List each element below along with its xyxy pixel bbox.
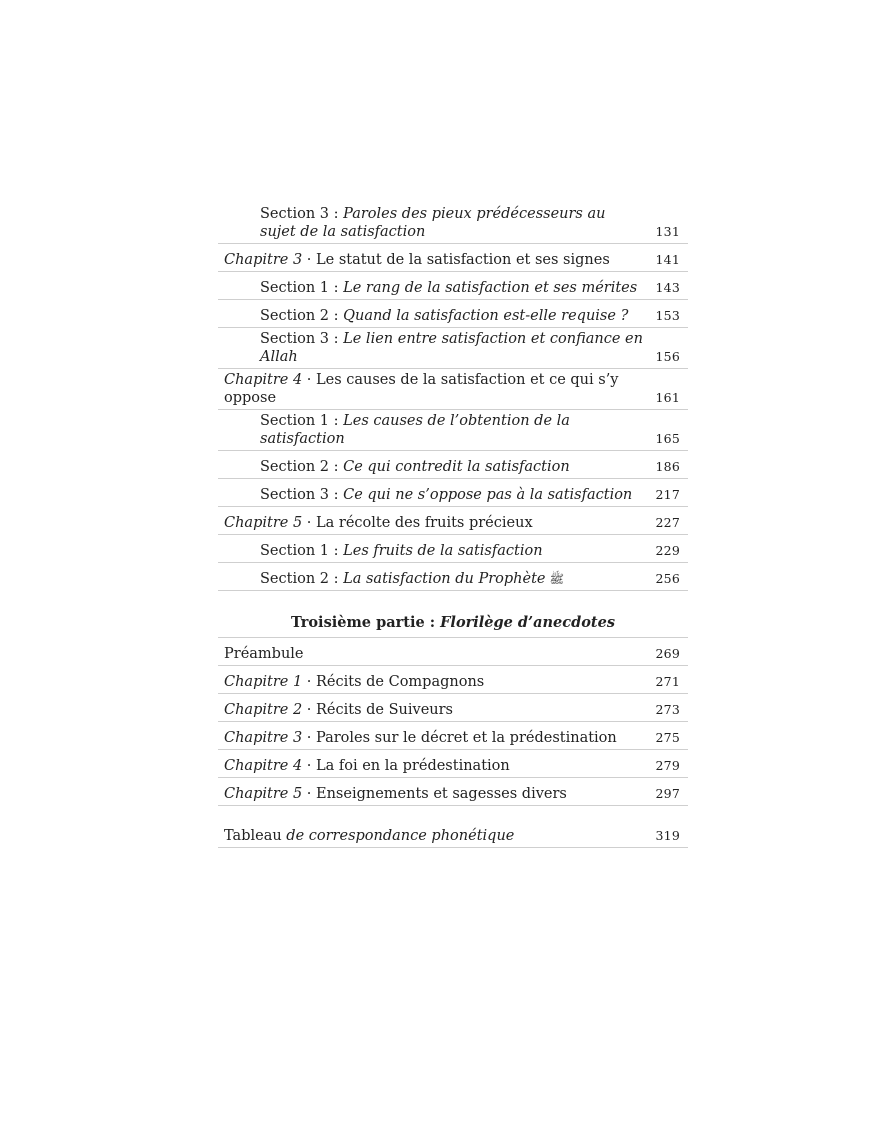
chapter-prefix: Chapitre 4 (224, 372, 303, 388)
part-heading (218, 613, 688, 638)
page-number: 271 (655, 674, 680, 689)
section-title: Paroles des pieux prédécesseurs au sujet de la satisfaction (260, 206, 606, 240)
chapter-title: Enseignements et sagesses divers (316, 786, 567, 802)
section-prefix: Section 3 : (260, 206, 344, 222)
chapter-prefix: Chapitre 3 (224, 730, 303, 746)
toc-row-chapter[interactable] (218, 666, 688, 694)
page-number: 319 (655, 828, 680, 843)
chapter-title: Paroles sur le décret et la prédestination (316, 730, 617, 746)
part-title: Florilège d’anecdotes (440, 614, 615, 631)
toc-part3-list (218, 638, 688, 806)
section-prefix: Section 1 : (260, 543, 344, 559)
page-number: 153 (655, 308, 680, 323)
section-title: Le lien entre satisfaction et confiance en Allah (260, 331, 643, 365)
section-prefix: Section 1 : (260, 413, 344, 429)
toc-row-section[interactable] (218, 200, 688, 244)
toc-row-section[interactable] (218, 563, 688, 591)
toc-row-chapter[interactable] (218, 369, 688, 410)
chapter-title: Récits de Suiveurs (316, 702, 453, 718)
part-label: Troisième partie : (291, 614, 441, 631)
page-number: 131 (655, 224, 680, 239)
section-title: La satisfaction du Prophète (343, 571, 546, 587)
page-number: 273 (655, 702, 680, 717)
toc-row-chapter[interactable] (218, 722, 688, 750)
chapter-separator: · (302, 758, 316, 774)
chapter-separator: · (302, 372, 316, 388)
entry-title: Préambule (224, 646, 304, 662)
section-title: Ce qui contredit la satisfaction (343, 459, 570, 475)
toc-row-chapter[interactable] (218, 507, 688, 535)
page-number: 297 (655, 786, 680, 801)
toc-row-section[interactable] (218, 328, 688, 369)
chapter-prefix: Chapitre 5 (224, 515, 303, 531)
chapter-separator: · (302, 252, 316, 268)
page-number: 141 (655, 252, 680, 267)
chapter-title: Les causes de la satisfaction et ce qui s’y oppose (224, 372, 619, 406)
page-number: 269 (655, 646, 680, 661)
page-number: 279 (655, 758, 680, 773)
toc-row-section[interactable] (218, 535, 688, 563)
page-number: 217 (655, 487, 680, 502)
toc-row-plain[interactable] (218, 638, 688, 666)
toc-row-chapter[interactable] (218, 694, 688, 722)
toc-row-section[interactable] (218, 272, 688, 300)
toc-row-appendix[interactable] (218, 820, 688, 848)
section-prefix: Section 3 : (260, 487, 344, 503)
chapter-prefix: Chapitre 2 (224, 702, 303, 718)
section-title: Les causes de l’obtention de la satisfaction (260, 413, 570, 447)
section-title: Quand la satisfaction est-elle requise ? (343, 308, 629, 324)
page-number: 256 (655, 571, 680, 586)
toc-row-chapter[interactable] (218, 244, 688, 272)
chapter-prefix: Chapitre 3 (224, 252, 303, 268)
table-of-contents (218, 200, 688, 848)
chapter-title: La récolte des fruits précieux (316, 515, 533, 531)
chapter-separator: · (302, 730, 316, 746)
page-number: 227 (655, 515, 680, 530)
chapter-title: Le statut de la satisfaction et ses signes (316, 252, 610, 268)
toc-row-section[interactable] (218, 410, 688, 451)
section-prefix: Section 2 : (260, 571, 344, 587)
chapter-separator: · (302, 515, 316, 531)
page-number: 161 (655, 390, 680, 405)
chapter-separator: · (302, 786, 316, 802)
chapter-prefix: Chapitre 5 (224, 786, 303, 802)
section-title: Les fruits de la satisfaction (343, 543, 543, 559)
section-title: Le rang de la satisfaction et ses mérites (343, 280, 638, 296)
chapter-title: Récits de Compagnons (316, 674, 485, 690)
toc-part2-list (218, 200, 688, 591)
chapter-title: La foi en la prédestination (316, 758, 510, 774)
section-prefix: Section 1 : (260, 280, 344, 296)
page-number: 229 (655, 543, 680, 558)
section-prefix: Section 2 : (260, 308, 344, 324)
section-title: Ce qui ne s’oppose pas à la satisfaction (343, 487, 633, 503)
page-number: 165 (655, 431, 680, 446)
page-number: 186 (655, 459, 680, 474)
toc-row-section[interactable] (218, 479, 688, 507)
toc-row-section[interactable] (218, 300, 688, 328)
appendix-title: de correspondance phonétique (286, 828, 515, 844)
appendix-prefix: Tableau (224, 828, 287, 844)
page-number: 156 (655, 349, 680, 364)
toc-row-section[interactable] (218, 451, 688, 479)
section-prefix: Section 3 : (260, 331, 344, 347)
section-prefix: Section 2 : (260, 459, 344, 475)
chapter-prefix: Chapitre 1 (224, 674, 303, 690)
toc-row-chapter[interactable] (218, 778, 688, 806)
chapter-prefix: Chapitre 4 (224, 758, 303, 774)
salawat-glyph: ﷺ (549, 572, 565, 586)
chapter-separator: · (302, 702, 316, 718)
page-number: 143 (655, 280, 680, 295)
toc-row-chapter[interactable] (218, 750, 688, 778)
chapter-separator: · (302, 674, 316, 690)
page-number: 275 (655, 730, 680, 745)
